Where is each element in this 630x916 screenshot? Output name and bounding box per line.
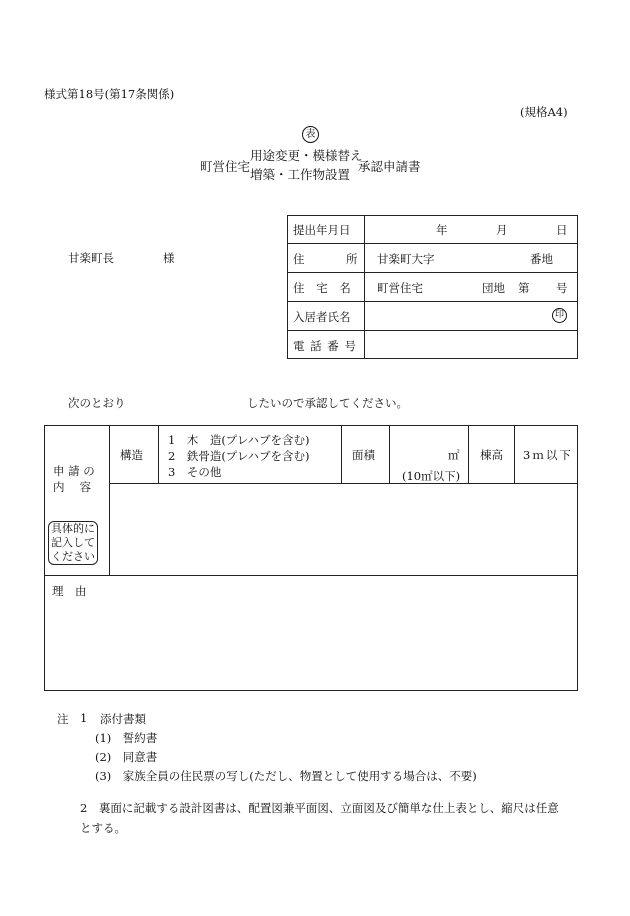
attachment-item: (3) 家族全員の住民票の写し(ただし、物置として使用する場合は、不要) bbox=[95, 769, 477, 783]
resident-name-label: 入居者氏名 bbox=[293, 310, 351, 324]
date-month: 月 bbox=[496, 223, 508, 237]
title-suffix: 承認申請書 bbox=[358, 159, 421, 174]
area-label: 面積 bbox=[352, 448, 375, 462]
area-note: (10㎡以下) bbox=[402, 469, 461, 483]
address-label-start: 住 bbox=[293, 252, 305, 266]
content-label-1: 申 請 の bbox=[53, 464, 95, 478]
request-tail: したいので承認してください。 bbox=[247, 396, 408, 410]
specify-bracket bbox=[48, 521, 98, 565]
title-prefix: 町営住宅 bbox=[200, 159, 251, 174]
front-side-mark: 表 bbox=[302, 126, 319, 143]
height-value: 3ｍ以下 bbox=[523, 448, 573, 462]
title-line-1: 用途変更・模様替え bbox=[250, 148, 363, 163]
bracket-line: 記入して bbox=[51, 536, 95, 549]
seal-mark: 印 bbox=[552, 308, 567, 323]
date-day: 日 bbox=[556, 223, 568, 237]
bracket-line: ください bbox=[51, 550, 95, 563]
structure-option: 1 木 造(プレハブを含む) bbox=[168, 433, 310, 447]
height-label: 棟高 bbox=[480, 448, 503, 462]
addressee-name: 甘楽町長 bbox=[68, 251, 114, 265]
request-lead: 次のとおり bbox=[68, 396, 126, 410]
address-suffix: 番地 bbox=[530, 252, 553, 266]
paper-size: (規格A4) bbox=[520, 105, 568, 119]
note-item1-number: 1 bbox=[80, 711, 88, 725]
form-number: 様式第18号(第17条関係) bbox=[44, 87, 175, 101]
address-label-end: 所 bbox=[346, 252, 358, 266]
housing-value: 町営住宅 bbox=[377, 281, 423, 295]
structure-option: 2 鉄骨造(プレハブを含む) bbox=[168, 449, 310, 463]
phone-label: 電 話 番 号 bbox=[293, 339, 357, 353]
reason-label: 理 由 bbox=[52, 584, 87, 598]
address-value: 甘楽町大字 bbox=[377, 252, 435, 266]
content-label-2: 内 容 bbox=[53, 480, 92, 494]
structure-option: 3 その他 bbox=[168, 465, 222, 479]
area-unit: ㎡ bbox=[448, 448, 460, 462]
housing-name-label: 住 宅 名 bbox=[293, 281, 355, 295]
attachment-item: (2) 同意書 bbox=[95, 750, 158, 764]
note-item2-line1: 2 裏面に記載する設計図書は、配置図兼平面図、立面図及び簡単な仕上表とし、縮尺は任意 bbox=[80, 801, 559, 815]
title-line-2: 増築・工作物設置 bbox=[250, 167, 351, 182]
bracket-line: 具体的に bbox=[51, 522, 95, 535]
note-item1-title: 添付書類 bbox=[100, 712, 146, 726]
attachment-item: (1) 誓約書 bbox=[95, 731, 158, 745]
addressee-honorific: 様 bbox=[163, 251, 175, 265]
date-year: 年 bbox=[436, 223, 448, 237]
structure-label: 構造 bbox=[120, 448, 143, 462]
submission-date-label: 提出年月日 bbox=[293, 223, 351, 237]
housing-number-suffix: 号 bbox=[556, 281, 568, 295]
housing-complex: 団地 bbox=[482, 281, 505, 295]
note-item2-line2: とする。 bbox=[80, 821, 126, 835]
notes-heading: 注 bbox=[57, 712, 69, 726]
housing-number-prefix: 第 bbox=[518, 281, 530, 295]
